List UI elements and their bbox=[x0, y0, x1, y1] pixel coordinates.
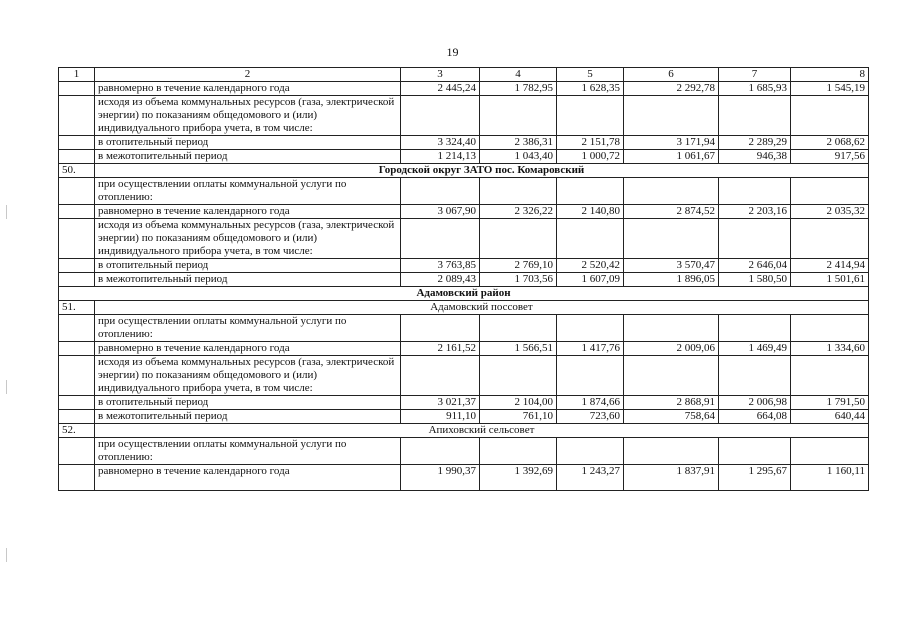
row-label: исходя из объема коммунальных ресурсов (газа, электрической энергии) по показаниям общедомового и (или) индивидуального прибора учета, в том числе: bbox=[95, 219, 401, 259]
value-cell: 1 295,67 bbox=[719, 465, 791, 491]
page-number: 19 bbox=[446, 45, 459, 59]
section-number: 50. bbox=[59, 164, 95, 178]
margin-mark bbox=[6, 380, 7, 394]
value-cell bbox=[791, 219, 869, 259]
value-cell: 1 160,11 bbox=[791, 465, 869, 491]
margin-mark bbox=[6, 205, 7, 219]
header-cell: 7 bbox=[719, 68, 791, 82]
row-number-cell bbox=[59, 356, 95, 396]
value-cell: 911,10 bbox=[401, 410, 480, 424]
value-cell bbox=[557, 356, 624, 396]
value-cell: 1 837,91 bbox=[624, 465, 719, 491]
row-label: в отопительный период bbox=[95, 259, 401, 273]
row-label: при осуществлении оплаты коммунальной услуги по отоплению: bbox=[95, 438, 401, 465]
table-row bbox=[59, 356, 869, 396]
value-cell: 1 703,56 bbox=[480, 273, 557, 287]
row-label: при осуществлении оплаты коммунальной услуги по отоплению: bbox=[95, 178, 401, 205]
row-label: равномерно в течение календарного года bbox=[95, 342, 401, 356]
row-number-cell bbox=[59, 315, 95, 342]
value-cell: 1 566,51 bbox=[480, 342, 557, 356]
value-cell: 2 445,24 bbox=[401, 82, 480, 96]
value-cell bbox=[557, 96, 624, 136]
row-number-cell bbox=[59, 96, 95, 136]
row-label: в отопительный период bbox=[95, 136, 401, 150]
value-cell: 3 763,85 bbox=[401, 259, 480, 273]
value-cell bbox=[401, 438, 480, 465]
value-cell: 1 417,76 bbox=[557, 342, 624, 356]
value-cell: 758,64 bbox=[624, 410, 719, 424]
value-cell bbox=[624, 438, 719, 465]
value-cell: 1 896,05 bbox=[624, 273, 719, 287]
value-cell bbox=[719, 356, 791, 396]
section-number: 52. bbox=[59, 424, 95, 438]
value-cell bbox=[401, 178, 480, 205]
row-label: равномерно в течение календарного года bbox=[95, 465, 401, 491]
header-row bbox=[59, 68, 869, 82]
district-row bbox=[59, 287, 869, 301]
value-cell bbox=[624, 96, 719, 136]
value-cell: 3 067,90 bbox=[401, 205, 480, 219]
row-number-cell bbox=[59, 396, 95, 410]
row-number-cell bbox=[59, 219, 95, 259]
value-cell: 2 068,62 bbox=[791, 136, 869, 150]
value-cell bbox=[480, 219, 557, 259]
value-cell bbox=[719, 438, 791, 465]
value-cell: 1 782,95 bbox=[480, 82, 557, 96]
table-row bbox=[59, 205, 869, 219]
value-cell: 1 791,50 bbox=[791, 396, 869, 410]
value-cell bbox=[480, 178, 557, 205]
value-cell: 2 151,78 bbox=[557, 136, 624, 150]
value-cell: 2 203,16 bbox=[719, 205, 791, 219]
value-cell: 2 292,78 bbox=[624, 82, 719, 96]
value-cell bbox=[557, 315, 624, 342]
row-number-cell bbox=[59, 465, 95, 491]
value-cell: 2 386,31 bbox=[480, 136, 557, 150]
value-cell: 2 140,80 bbox=[557, 205, 624, 219]
table-body bbox=[59, 68, 869, 491]
value-cell bbox=[624, 178, 719, 205]
value-cell: 1 392,69 bbox=[480, 465, 557, 491]
table-row bbox=[59, 273, 869, 287]
value-cell: 1 501,61 bbox=[791, 273, 869, 287]
value-cell: 2 009,06 bbox=[624, 342, 719, 356]
table-row bbox=[59, 136, 869, 150]
value-cell bbox=[791, 178, 869, 205]
value-cell: 1 000,72 bbox=[557, 150, 624, 164]
value-cell: 1 580,50 bbox=[719, 273, 791, 287]
value-cell bbox=[624, 219, 719, 259]
table-row bbox=[59, 82, 869, 96]
table-row bbox=[59, 396, 869, 410]
header-cell: 5 bbox=[557, 68, 624, 82]
value-cell: 2 289,29 bbox=[719, 136, 791, 150]
value-cell: 1 545,19 bbox=[791, 82, 869, 96]
row-number-cell bbox=[59, 410, 95, 424]
value-cell: 2 089,43 bbox=[401, 273, 480, 287]
value-cell: 917,56 bbox=[791, 150, 869, 164]
table-row bbox=[59, 219, 869, 259]
value-cell: 1 628,35 bbox=[557, 82, 624, 96]
value-cell bbox=[719, 96, 791, 136]
value-cell: 2 874,52 bbox=[624, 205, 719, 219]
value-cell: 2 414,94 bbox=[791, 259, 869, 273]
row-label: исходя из объема коммунальных ресурсов (газа, электрической энергии) по показаниям общедомового и (или) индивидуального прибора учета, в том числе: bbox=[95, 96, 401, 136]
header-cell: 1 bbox=[59, 68, 95, 82]
value-cell: 2 161,52 bbox=[401, 342, 480, 356]
value-cell bbox=[557, 438, 624, 465]
value-cell bbox=[480, 356, 557, 396]
value-cell bbox=[719, 315, 791, 342]
row-label: равномерно в течение календарного года bbox=[95, 205, 401, 219]
value-cell: 2 520,42 bbox=[557, 259, 624, 273]
value-cell: 1 469,49 bbox=[719, 342, 791, 356]
value-cell bbox=[401, 315, 480, 342]
value-cell bbox=[791, 356, 869, 396]
value-cell: 1 243,27 bbox=[557, 465, 624, 491]
value-cell: 3 324,40 bbox=[401, 136, 480, 150]
value-cell bbox=[624, 356, 719, 396]
value-cell: 2 769,10 bbox=[480, 259, 557, 273]
row-label: исходя из объема коммунальных ресурсов (газа, электрической энергии) по показаниям общедомового и (или) индивидуального прибора учета, в том числе: bbox=[95, 356, 401, 396]
value-cell bbox=[791, 315, 869, 342]
row-label: в межотопительный период bbox=[95, 273, 401, 287]
value-cell: 1 214,13 bbox=[401, 150, 480, 164]
value-cell: 2 326,22 bbox=[480, 205, 557, 219]
value-cell: 1 043,40 bbox=[480, 150, 557, 164]
header-cell: 6 bbox=[624, 68, 719, 82]
value-cell: 2 868,91 bbox=[624, 396, 719, 410]
table-row bbox=[59, 150, 869, 164]
table-row bbox=[59, 410, 869, 424]
section-number: 51. bbox=[59, 301, 95, 315]
value-cell bbox=[719, 219, 791, 259]
header-cell: 2 bbox=[95, 68, 401, 82]
value-cell bbox=[401, 96, 480, 136]
section-title: Городской округ ЗАТО пос. Комаровский bbox=[95, 164, 869, 178]
value-cell bbox=[624, 315, 719, 342]
section-title: Адамовский поссовет bbox=[95, 301, 869, 315]
row-number-cell bbox=[59, 178, 95, 205]
section-title: Апиховский сельсовет bbox=[95, 424, 869, 438]
row-number-cell bbox=[59, 438, 95, 465]
value-cell: 2 646,04 bbox=[719, 259, 791, 273]
value-cell: 2 104,00 bbox=[480, 396, 557, 410]
row-label: в отопительный период bbox=[95, 396, 401, 410]
value-cell: 946,38 bbox=[719, 150, 791, 164]
margin-mark bbox=[6, 548, 7, 562]
value-cell bbox=[401, 219, 480, 259]
district-title: Адамовский район bbox=[59, 287, 869, 301]
value-cell bbox=[791, 438, 869, 465]
value-cell: 1 990,37 bbox=[401, 465, 480, 491]
value-cell bbox=[791, 96, 869, 136]
row-label: при осуществлении оплаты коммунальной услуги по отоплению: bbox=[95, 315, 401, 342]
value-cell: 2 035,32 bbox=[791, 205, 869, 219]
value-cell: 664,08 bbox=[719, 410, 791, 424]
value-cell bbox=[557, 219, 624, 259]
row-number-cell bbox=[59, 259, 95, 273]
section-row bbox=[59, 164, 869, 178]
table-row bbox=[59, 342, 869, 356]
header-cell: 3 bbox=[401, 68, 480, 82]
value-cell: 3 171,94 bbox=[624, 136, 719, 150]
row-number-cell bbox=[59, 273, 95, 287]
table-row bbox=[59, 178, 869, 205]
value-cell: 1 685,93 bbox=[719, 82, 791, 96]
value-cell: 723,60 bbox=[557, 410, 624, 424]
row-label: равномерно в течение календарного года bbox=[95, 82, 401, 96]
row-number-cell bbox=[59, 150, 95, 164]
table-row bbox=[59, 438, 869, 465]
value-cell: 1 874,66 bbox=[557, 396, 624, 410]
row-number-cell bbox=[59, 342, 95, 356]
row-number-cell bbox=[59, 136, 95, 150]
section-row bbox=[59, 424, 869, 438]
value-cell: 1 334,60 bbox=[791, 342, 869, 356]
value-cell: 1 607,09 bbox=[557, 273, 624, 287]
header-cell: 4 bbox=[480, 68, 557, 82]
table-row bbox=[59, 465, 869, 491]
row-number-cell bbox=[59, 82, 95, 96]
value-cell: 3 021,37 bbox=[401, 396, 480, 410]
tariff-table bbox=[58, 67, 869, 491]
table-row bbox=[59, 315, 869, 342]
table-row bbox=[59, 96, 869, 136]
table-row bbox=[59, 259, 869, 273]
value-cell: 640,44 bbox=[791, 410, 869, 424]
value-cell bbox=[557, 178, 624, 205]
value-cell: 2 006,98 bbox=[719, 396, 791, 410]
value-cell bbox=[401, 356, 480, 396]
value-cell: 1 061,67 bbox=[624, 150, 719, 164]
value-cell bbox=[719, 178, 791, 205]
value-cell bbox=[480, 96, 557, 136]
row-number-cell bbox=[59, 205, 95, 219]
row-label: в межотопительный период bbox=[95, 150, 401, 164]
value-cell bbox=[480, 315, 557, 342]
value-cell: 761,10 bbox=[480, 410, 557, 424]
row-label: в межотопительный период bbox=[95, 410, 401, 424]
header-cell: 8 bbox=[791, 68, 869, 82]
value-cell bbox=[480, 438, 557, 465]
value-cell: 3 570,47 bbox=[624, 259, 719, 273]
section-row bbox=[59, 301, 869, 315]
